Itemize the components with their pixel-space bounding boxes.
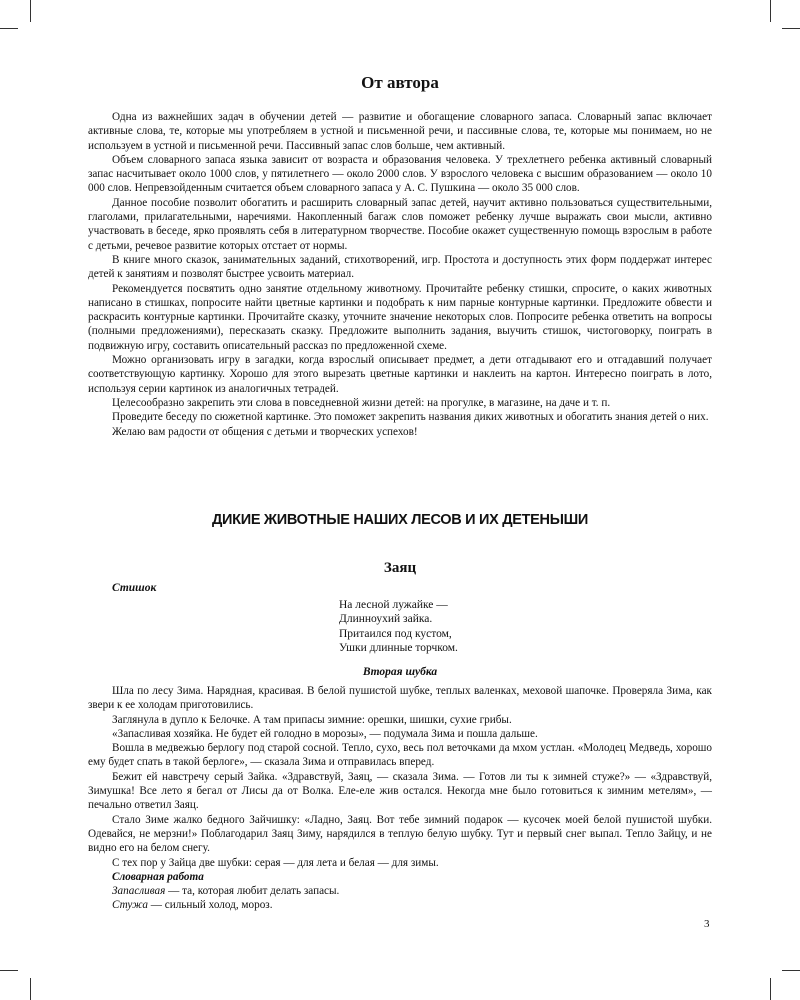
vocabulary-definition: — та, которая любит делать запасы. (165, 885, 340, 898)
crop-mark-top-left (30, 0, 31, 22)
vocabulary-label: Словарная работа (112, 870, 204, 883)
poem-line: Длинноухий зайка. (339, 613, 433, 626)
story-paragraph: Стало Зиме жалко бедного Зайчишку: «Ладно, Заяц. Вот тебе зимний подарок — кусочек моей белой пушистой шубки. Одевайся, не мерзни!» Поблагодарил Заяц Зиму, нарядился в теплую белую шубку. Тут и первый снег выпал. Тепло Зайцу, и не видно его на белом снегу. (88, 813, 712, 855)
author-section-body (88, 110, 712, 439)
story-paragraph: Вошла в медвежью берлогу под старой сосной. Тепло, сухо, весь пол веточками да мхом устлан. «Молодец Медведь, хорошо ему будет спать в такой берлоге», — сказала Зима и отправилась вперед. (88, 742, 712, 769)
poem-line: Ушки длинные торчком. (339, 641, 458, 654)
story-body (88, 684, 712, 913)
vocabulary-item (88, 898, 712, 912)
author-paragraph: Объем словарного запаса языка зависит от возраста и образования человека. У трехлетнего ребенка активный словарный запас насчитывает около 1000 слов, у пятилетнего — около 2000 слов. У взрослого человека с высшим образованием — около 10 000 слов. Непревзойденным считается объем словарного запаса у А. С. Пушкина — около 35 000 слов. (88, 153, 712, 195)
crop-mark-left-top (0, 28, 18, 29)
story-subtitle: Вторая шубка (362, 666, 438, 678)
story-paragraph: «Запасливая хозяйка. Не будет ей голодно в морозы», — подумала Зима и пошла дальше. (112, 727, 538, 740)
author-paragraph: В книге много сказок, занимательных заданий, стихотворений, игр. Простота и доступность этих форм поддержат интерес детей к занятиям и позволят быстрее усвоить материал. (88, 253, 712, 281)
poem-label: Стишок (112, 582, 157, 594)
author-paragraph: Данное пособие позволит обогатить и расширить словарный запас детей, научит активно пользоваться существительными, глаголами, прилагательными, наречиями. Накопленный багаж слов поможет ребенку лучше выражать свои мысли, активно участвовать в беседе, ярко проявлять себя в литературном творчестве. Пособие окажет существенную помощь взрослым в работе с детьми, речевое развитие которых отстает от нормы. (88, 196, 712, 252)
poem (339, 598, 458, 655)
author-section-title: От автора (361, 73, 439, 92)
story-paragraph: С тех пор у Зайца две шубки: серая — для лета и белая — для зимы. (112, 856, 439, 869)
author-paragraph: Можно организовать игру в загадки, когда взрослый описывает предмет, а дети отгадывают его и отгадавший получает соответствующую картинку. Хорошо для этого вырезать цветные картинки и наклеить на картон. Интересно поиграть в лото, используя серии картинок из аналогичных тетрадей. (88, 354, 712, 395)
story-paragraph: Заглянула в дупло к Белочке. А там припасы зимние: орешки, шишки, сухие грибы. (112, 713, 512, 726)
crop-mark-right-top (782, 28, 800, 29)
author-paragraph: Одна из важнейших задач в обучении детей — развитие и обогащение словарного запаса. Словарный запас включает активные слова, те, которые мы употребляем в устной и письменной речи, и пассивные слова, те, которые мы понимаем, но не используем в устной и письменной речи. Пассивный запас слов больше, чем активный. (88, 111, 712, 152)
vocabulary-definition: — сильный холод, мороз. (147, 899, 273, 912)
vocabulary-item (88, 884, 712, 898)
vocabulary-term: Запасливая (112, 885, 166, 898)
page-number: 3 (704, 918, 710, 930)
crop-mark-bottom-right (770, 978, 771, 1000)
poem-line: Притаился под кустом, (339, 627, 452, 640)
poem-line: На лесной лужайке — (339, 599, 448, 611)
crop-mark-bottom-left (30, 978, 31, 1000)
crop-mark-left-bottom (0, 970, 18, 971)
story-paragraph: Бежит ей навстречу серый Зайка. «Здравствуй, Заяц, — сказала Зима. — Готов ли ты к зимней стуже?» — «Здравствуй, Зимушка! Все лето я бегал от Лисы да от Волка. Еле-еле жив остался. Некогда мне было готовиться к зимним метелям», — печально ответил Заяц. (88, 770, 712, 812)
author-paragraph: Проведите беседу по сюжетной картинке. Это поможет закрепить названия диких животных и обогатить знания детей о них. (112, 411, 709, 424)
crop-mark-top-right (770, 0, 771, 22)
crop-mark-right-bottom (782, 970, 800, 971)
vocabulary-term: Стужа (112, 899, 148, 912)
story-paragraph: Шла по лесу Зима. Нарядная, красивая. В белой пушистой шубке, теплых валенках, меховой шапочке. Проверяла Зима, как звери к ее холодам приготовились. (88, 685, 712, 712)
author-paragraph: Желаю вам радости от общения с детьми и творческих успехов! (112, 425, 418, 438)
story-title: Заяц (383, 560, 417, 576)
chapter-title: ДИКИЕ ЖИВОТНЫЕ НАШИХ ЛЕСОВ И ИХ ДЕТЕНЫШИ (212, 512, 588, 528)
author-paragraph: Целесообразно закрепить эти слова в повседневной жизни детей: на прогулке, в магазине, на даче и т. п. (112, 396, 611, 409)
author-paragraph: Рекомендуется посвятить одно занятие отдельному животному. Прочитайте ребенку стишки, спросите, о каких животных написано в стишках, попросите найти цветные картинки и подобрать к ним парные контурные картинки. Предложите обвести и раскрасить контурные картинки. Прочитайте сказку, уточните значение некоторых слов. Попросите ребенка ответить на вопросы (полными предложениями), пересказать сказку. Предложите выполнить задания, выучить стишок, чистоговорку, поиграть в подвижную игру, составить описательный рассказ по предложенной схеме. (88, 282, 712, 352)
